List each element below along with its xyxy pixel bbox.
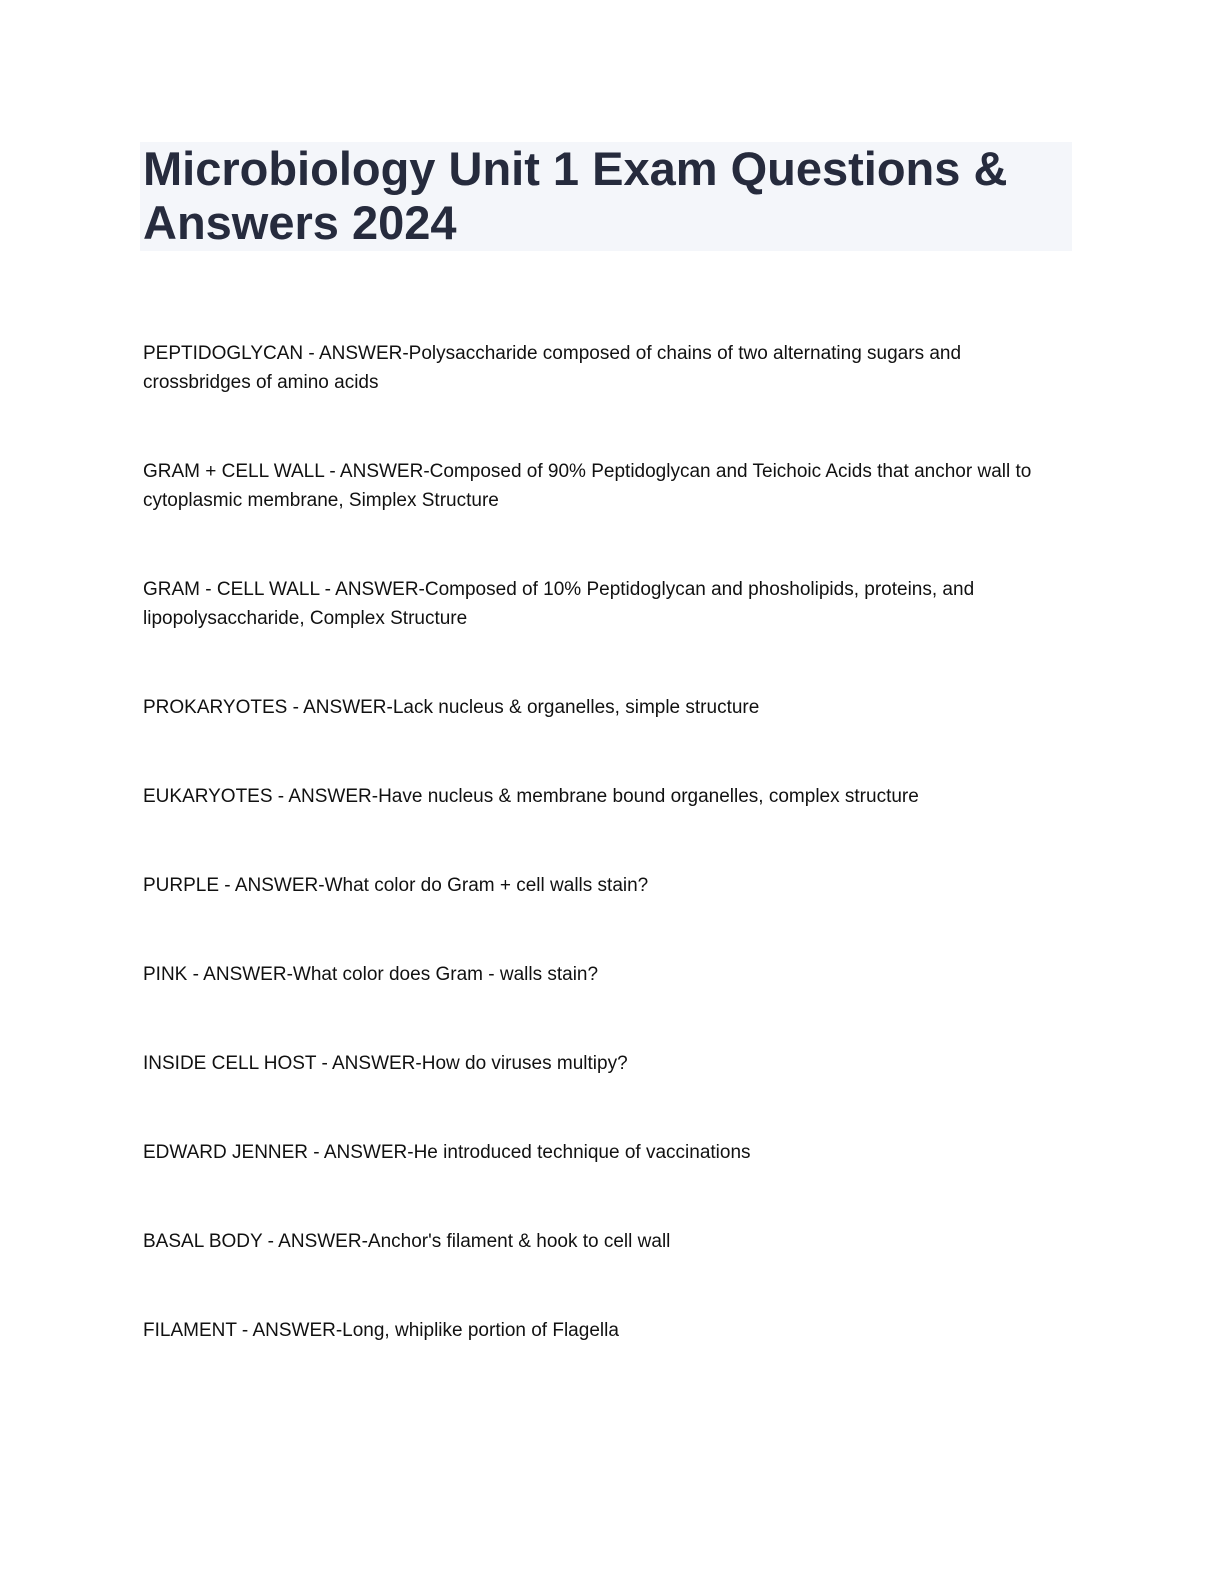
qa-item-edward-jenner: EDWARD JENNER - ANSWER-He introduced technique of vaccinations <box>143 1142 751 1163</box>
qa-item-gram-negative-cell-wall: GRAM - CELL WALL - ANSWER-Composed of 10% Peptidoglycan and phosholipids, proteins, and lipopolysaccharide, Complex Structure <box>143 579 975 629</box>
page-title: Microbiology Unit 1 Exam Questions & Answers 2024 <box>143 142 1008 249</box>
qa-item-eukaryotes: EUKARYOTES - ANSWER-Have nucleus & membrane bound organelles, complex structure <box>143 786 919 807</box>
qa-item-prokaryotes: PROKARYOTES - ANSWER-Lack nucleus & organelles, simple structure <box>143 697 760 718</box>
qa-item-pink: PINK - ANSWER-What color does Gram - walls stain? <box>143 964 599 985</box>
qa-item-purple: PURPLE - ANSWER-What color do Gram + cell walls stain? <box>143 875 649 896</box>
qa-item-basal-body: BASAL BODY - ANSWER-Anchor's filament & hook to cell wall <box>143 1231 671 1252</box>
qa-item-filament: FILAMENT - ANSWER-Long, whiplike portion of Flagella <box>143 1320 619 1341</box>
qa-item-gram-positive-cell-wall: GRAM + CELL WALL - ANSWER-Composed of 90% Peptidoglycan and Teichoic Acids that anchor wall to cytoplasmic membrane, Simplex Structure <box>143 461 1032 511</box>
qa-item-inside-cell-host: INSIDE CELL HOST - ANSWER-How do viruses multipy? <box>143 1053 628 1074</box>
qa-item-peptidoglycan: PEPTIDOGLYCAN - ANSWER-Polysaccharide composed of chains of two alternating sugars and crossbridges of amino acids <box>143 343 962 393</box>
title-banner <box>140 142 1072 251</box>
